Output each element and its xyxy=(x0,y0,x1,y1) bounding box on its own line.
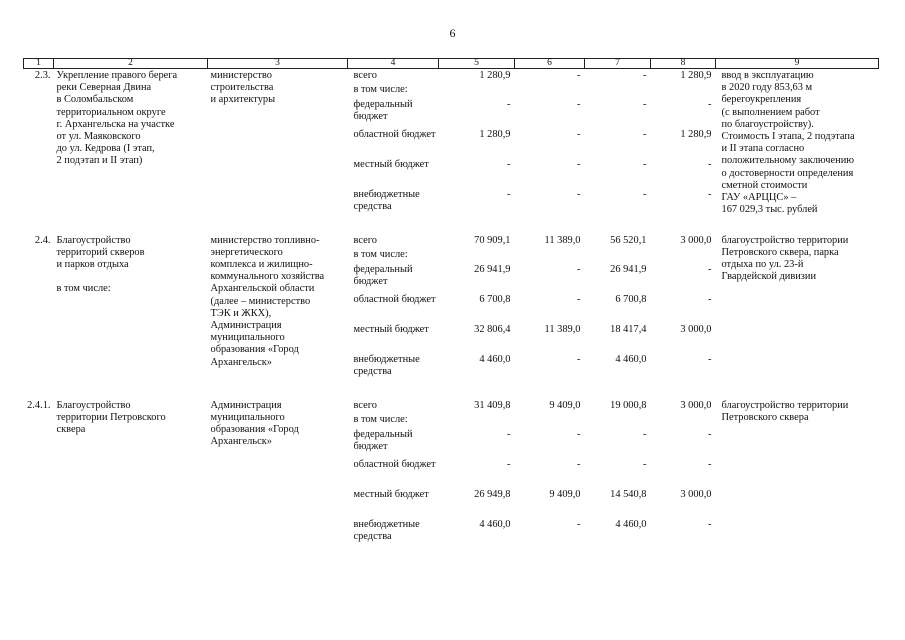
funding-value-v6: - xyxy=(577,263,581,275)
item-code: 2.3. xyxy=(34,70,51,81)
funding-source: в том числе: xyxy=(353,83,408,95)
funding-value-v6 xyxy=(515,414,585,429)
funding-value-v7: 19 000,8 xyxy=(610,399,647,411)
funding-value-v7: 56 520,1 xyxy=(610,234,647,246)
funding-value-v5: - xyxy=(507,188,511,200)
funding-source: местный бюджет xyxy=(353,488,429,500)
funding-value-v5: - xyxy=(507,458,511,470)
expected-result-line: положительному заключению xyxy=(721,155,855,167)
item-title-line: от ул. Маяковского xyxy=(56,131,141,143)
funding-source: всего xyxy=(353,234,377,246)
column-number: 7 xyxy=(585,59,651,69)
item-title-line: территорий скверов xyxy=(56,246,145,258)
expected-result-line: 167 029,3 тыс. рублей xyxy=(721,204,818,216)
funding-value-v8: 1 280,9 xyxy=(680,70,712,81)
funding-source: внебюджетные средства xyxy=(353,518,420,542)
funding-source: внебюджетные средства xyxy=(353,353,420,377)
item-code: 2.4.1. xyxy=(27,399,51,411)
funding-value-v6: - xyxy=(577,98,581,110)
expected-result-line: (с выполнением работ xyxy=(721,106,820,118)
funding-value-v6 xyxy=(515,84,585,99)
item-executor-line: (далее – министерство xyxy=(210,295,311,307)
group-spacer xyxy=(24,384,879,399)
column-number: 3 xyxy=(208,59,348,69)
column-number: 9 xyxy=(716,59,879,69)
item-executor-line: комплекса и жилищно- xyxy=(210,258,313,270)
funding-value-v7: - xyxy=(643,128,647,140)
item-title xyxy=(54,399,208,549)
item-executor-line: муниципального xyxy=(210,332,285,344)
funding-value-v5: - xyxy=(507,428,511,440)
item-executor-line: министерство топливно- xyxy=(210,234,320,246)
expected-result-line: сметной стоимости xyxy=(721,179,808,191)
expected-result-line: отдыха по ул. 23-й xyxy=(721,258,804,270)
funding-value-v8 xyxy=(651,414,716,429)
funding-value-v7: 4 460,0 xyxy=(615,518,647,530)
funding-value-v8: - xyxy=(708,353,712,365)
item-executor-line: образования «Город xyxy=(210,344,299,356)
column-number: 8 xyxy=(651,59,716,69)
funding-value-v8: 3 000,0 xyxy=(680,488,712,500)
item-executor xyxy=(208,234,348,384)
funding-value-v6: - xyxy=(577,158,581,170)
funding-value-v6: - xyxy=(577,518,581,530)
funding-value-v8 xyxy=(651,249,716,264)
item-title-line: 2 подэтап и II этап) xyxy=(56,155,143,167)
item-title-line: в том числе: xyxy=(56,283,111,295)
funding-value-v7: 6 700,8 xyxy=(615,293,647,305)
funding-value-v5 xyxy=(439,249,515,264)
item-executor-line: муниципального xyxy=(210,411,285,423)
expected-result-line: ГАУ «АРЦЦС» – xyxy=(721,192,797,204)
item-executor-line: Архангельск» xyxy=(210,356,272,368)
expected-result-line: благоустройство территории xyxy=(721,234,849,246)
item-title-line: Благоустройство xyxy=(56,234,131,246)
funding-value-v7 xyxy=(585,414,651,429)
funding-value-v6 xyxy=(515,249,585,264)
funding-value-v8: - xyxy=(708,518,712,530)
funding-value-v7 xyxy=(585,84,651,99)
item-title-line: Укрепление правого берега xyxy=(56,70,178,81)
funding-value-v7: 26 941,9 xyxy=(610,263,647,275)
item-executor-line: коммунального хозяйства xyxy=(210,271,325,283)
funding-value-v7: 4 460,0 xyxy=(615,353,647,365)
funding-source: местный бюджет xyxy=(353,158,429,170)
funding-value-v7: - xyxy=(643,70,647,81)
funding-value-v6: - xyxy=(577,70,581,81)
funding-value-v6: 9 409,0 xyxy=(549,488,581,500)
group-spacer-cell xyxy=(24,219,879,234)
funding-value-v7: 14 540,8 xyxy=(610,488,647,500)
expected-result-line: Гвардейской дивизии xyxy=(721,271,817,283)
expected-result-line: в 2020 году 853,63 м xyxy=(721,82,813,94)
funding-value-v5: 31 409,8 xyxy=(474,399,511,411)
funding-value-v5 xyxy=(439,414,515,429)
item-title-line: сквера xyxy=(56,423,86,435)
item-executor-line: Администрация xyxy=(210,319,282,331)
funding-value-v6: - xyxy=(577,428,581,440)
funding-value-v6: 11 389,0 xyxy=(544,323,581,335)
funding-value-v7: - xyxy=(643,458,647,470)
item-title xyxy=(54,69,208,219)
expected-result-line: берегоукрепления xyxy=(721,94,802,106)
expected-result-line: по благоустройству). xyxy=(721,118,814,130)
funding-value-v6: - xyxy=(577,353,581,365)
item-title-line: в Соломбальском xyxy=(56,94,134,106)
funding-value-v8: - xyxy=(708,98,712,110)
funding-value-v5: 26 949,8 xyxy=(474,488,511,500)
item-executor-line: строительства xyxy=(210,82,274,94)
column-number: 4 xyxy=(348,59,439,69)
funding-value-v7: - xyxy=(643,98,647,110)
item-code: 2.4. xyxy=(34,234,51,246)
funding-value-v6: 11 389,0 xyxy=(544,234,581,246)
expected-result-line: ввод в эксплуатацию xyxy=(721,70,814,81)
funding-value-v8: - xyxy=(708,293,712,305)
item-title xyxy=(54,234,208,384)
funding-value-v5: 1 280,9 xyxy=(479,70,511,81)
funding-source: федеральный бюджет xyxy=(353,428,413,452)
funding-value-v8: - xyxy=(708,458,712,470)
funding-value-v8: - xyxy=(708,428,712,440)
funding-source: в том числе: xyxy=(353,413,408,425)
funding-source: федеральный бюджет xyxy=(353,98,413,122)
item-executor xyxy=(208,399,348,549)
funding-source: федеральный бюджет xyxy=(353,263,413,287)
funding-value-v8: - xyxy=(708,188,712,200)
funding-value-v5 xyxy=(439,84,515,99)
item-title-line: Благоустройство xyxy=(56,399,131,411)
funding-source: всего xyxy=(353,70,377,81)
expected-result-line: Петровского сквера xyxy=(721,411,809,423)
funding-value-v8: 1 280,9 xyxy=(680,128,712,140)
funding-value-v7: 18 417,4 xyxy=(610,323,647,335)
funding-source: внебюджетные средства xyxy=(353,188,420,212)
item-executor-line: ТЭК и ЖКХ), xyxy=(210,307,272,319)
table-row xyxy=(24,234,879,249)
funding-value-v7: - xyxy=(643,188,647,200)
program-table xyxy=(23,58,879,549)
column-number: 2 xyxy=(54,59,208,69)
funding-source: всего xyxy=(353,399,377,411)
expected-result-line: и II этапа согласно xyxy=(721,143,805,155)
funding-value-v8: 3 000,0 xyxy=(680,399,712,411)
funding-value-v8: - xyxy=(708,263,712,275)
group-spacer xyxy=(24,219,879,234)
funding-value-v8: 3 000,0 xyxy=(680,234,712,246)
item-executor-line: Архангельской области xyxy=(210,283,315,295)
funding-source: областной бюджет xyxy=(353,293,436,305)
funding-value-v8 xyxy=(651,84,716,99)
expected-result-line: Петровского сквера, парка xyxy=(721,246,839,258)
funding-value-v5: 4 460,0 xyxy=(479,518,511,530)
expected-result xyxy=(716,399,879,549)
funding-value-v5: - xyxy=(507,98,511,110)
funding-value-v7: - xyxy=(643,158,647,170)
item-title-line xyxy=(57,271,208,283)
column-number: 6 xyxy=(515,59,585,69)
funding-value-v6: - xyxy=(577,188,581,200)
item-title-line: территории Петровского xyxy=(56,411,166,423)
funding-value-v5: - xyxy=(507,158,511,170)
funding-value-v6: - xyxy=(577,293,581,305)
funding-value-v5: 70 909,1 xyxy=(474,234,511,246)
item-title-line: территориальном округе xyxy=(56,106,166,118)
column-numbers-header xyxy=(24,59,879,69)
funding-value-v6: 9 409,0 xyxy=(549,399,581,411)
table-body xyxy=(24,69,879,549)
item-title-line: г. Архангельска на участке xyxy=(56,118,175,130)
funding-value-v7: - xyxy=(643,428,647,440)
funding-value-v5: 32 806,4 xyxy=(474,323,511,335)
item-title-line: и парков отдыха xyxy=(56,258,129,270)
funding-value-v5: 26 941,9 xyxy=(474,263,511,275)
funding-source: местный бюджет xyxy=(353,323,429,335)
item-title-line: до ул. Кедрова (I этап, xyxy=(56,143,155,155)
expected-result xyxy=(716,234,879,384)
expected-result-line: Стоимость I этапа, 2 подэтапа xyxy=(721,131,855,143)
funding-source: областной бюджет xyxy=(353,458,436,470)
item-executor-line: министерство xyxy=(210,70,272,81)
expected-result-line: благоустройство территории xyxy=(721,399,849,411)
item-executor-line: образования «Город xyxy=(210,423,299,435)
item-executor-line: Администрация xyxy=(210,399,282,411)
funding-value-v8: - xyxy=(708,158,712,170)
item-executor-line: Архангельск» xyxy=(210,436,272,448)
expected-result xyxy=(716,69,879,219)
page-number: 6 xyxy=(449,26,456,40)
item-executor-line: и архитектуры xyxy=(210,94,276,106)
table-row xyxy=(24,69,879,84)
column-number: 5 xyxy=(439,59,515,69)
table-row xyxy=(24,399,879,414)
group-spacer-cell xyxy=(24,384,879,399)
expected-result-line: о достоверности определения xyxy=(721,167,854,179)
funding-source: областной бюджет xyxy=(353,128,436,140)
funding-value-v6: - xyxy=(577,458,581,470)
item-executor xyxy=(208,69,348,219)
funding-value-v7 xyxy=(585,249,651,264)
funding-value-v5: 1 280,9 xyxy=(479,128,511,140)
column-number: 1 xyxy=(24,59,54,69)
funding-value-v6: - xyxy=(577,128,581,140)
item-title-line: реки Северная Двина xyxy=(56,82,152,94)
item-executor-line: энергетического xyxy=(210,246,283,258)
funding-source: в том числе: xyxy=(353,248,408,260)
funding-value-v5: 4 460,0 xyxy=(479,353,511,365)
funding-value-v5: 6 700,8 xyxy=(479,293,511,305)
funding-value-v8: 3 000,0 xyxy=(680,323,712,335)
